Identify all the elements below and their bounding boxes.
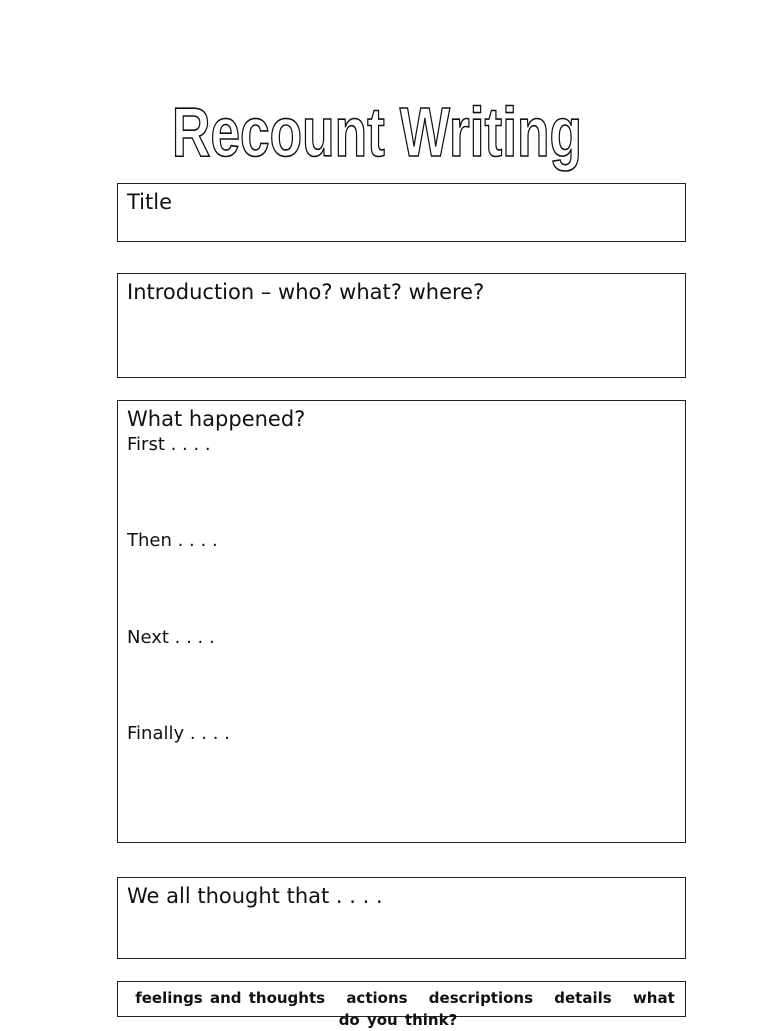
step-finally: Finally . . . . [127,723,230,744]
word-bank-item: actions [346,989,408,1007]
word-bank-item: descriptions [428,989,534,1007]
page-title-text: Recount Writing [172,93,582,171]
word-bank-item: what do you think? [338,989,675,1029]
step-next: Next . . . . [127,627,215,648]
page-title-wordart [160,82,600,182]
what-happened-box [117,400,686,843]
word-bank-box [117,981,686,1029]
word-bank [118,987,685,1031]
introduction-box [117,273,686,378]
title-label: Title [127,190,173,214]
conclusion-box [117,877,686,959]
word-bank-item: details [554,989,612,1007]
what-happened-label: What happened? [127,407,306,431]
step-first: First . . . . [127,434,211,455]
introduction-label: Introduction – who? what? where? [127,280,485,304]
step-then: Then . . . . [127,530,218,551]
conclusion-label: We all thought that . . . . [127,884,383,908]
title-box [117,183,686,242]
page-title [160,82,600,182]
word-bank-item: feelings and thoughts [135,989,326,1007]
